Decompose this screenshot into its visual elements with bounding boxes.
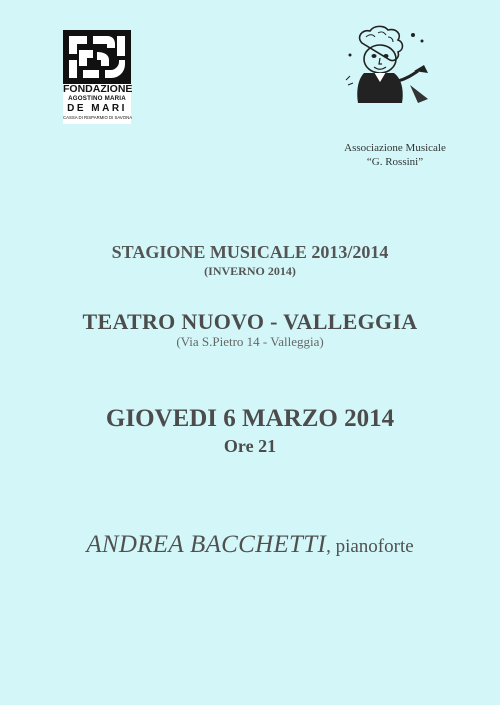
performer-instrument: , pianoforte <box>326 536 414 557</box>
event-date: GIOVEDI 6 MARZO 2014 <box>105 405 395 432</box>
association-line-1: Associazione Musicale <box>344 142 446 154</box>
season-subtitle: (INVERNO 2014) <box>204 264 296 278</box>
venue-address: (Via S.Pietro 14 - Valleggia) <box>176 334 324 349</box>
logo-line-agostino-maria: AGOSTINO MARIA <box>68 95 126 102</box>
performer-name: ANDREA BACCHETTI <box>86 531 327 558</box>
event-time: Ore 21 <box>223 436 277 456</box>
performer-line <box>0 531 500 559</box>
fondazione-de-mari-logo <box>63 30 131 124</box>
association-line-2: “G. Rossini” <box>366 156 424 168</box>
venue-name: TEATRO NUOVO - VALLEGGIA <box>82 309 418 334</box>
logo-line-de-mari: DE MARI <box>67 103 127 114</box>
logo-line-fondazione: FONDAZIONE <box>63 83 133 95</box>
association-label <box>300 141 490 169</box>
rossini-caricature-image <box>340 25 435 115</box>
logo-line-cassa: CASSA DI RISPARMIO DI SAVONA <box>63 115 133 120</box>
fondazione-logo-mark <box>63 30 131 84</box>
season-title: STAGIONE MUSICALE 2013/2014 <box>111 242 389 262</box>
